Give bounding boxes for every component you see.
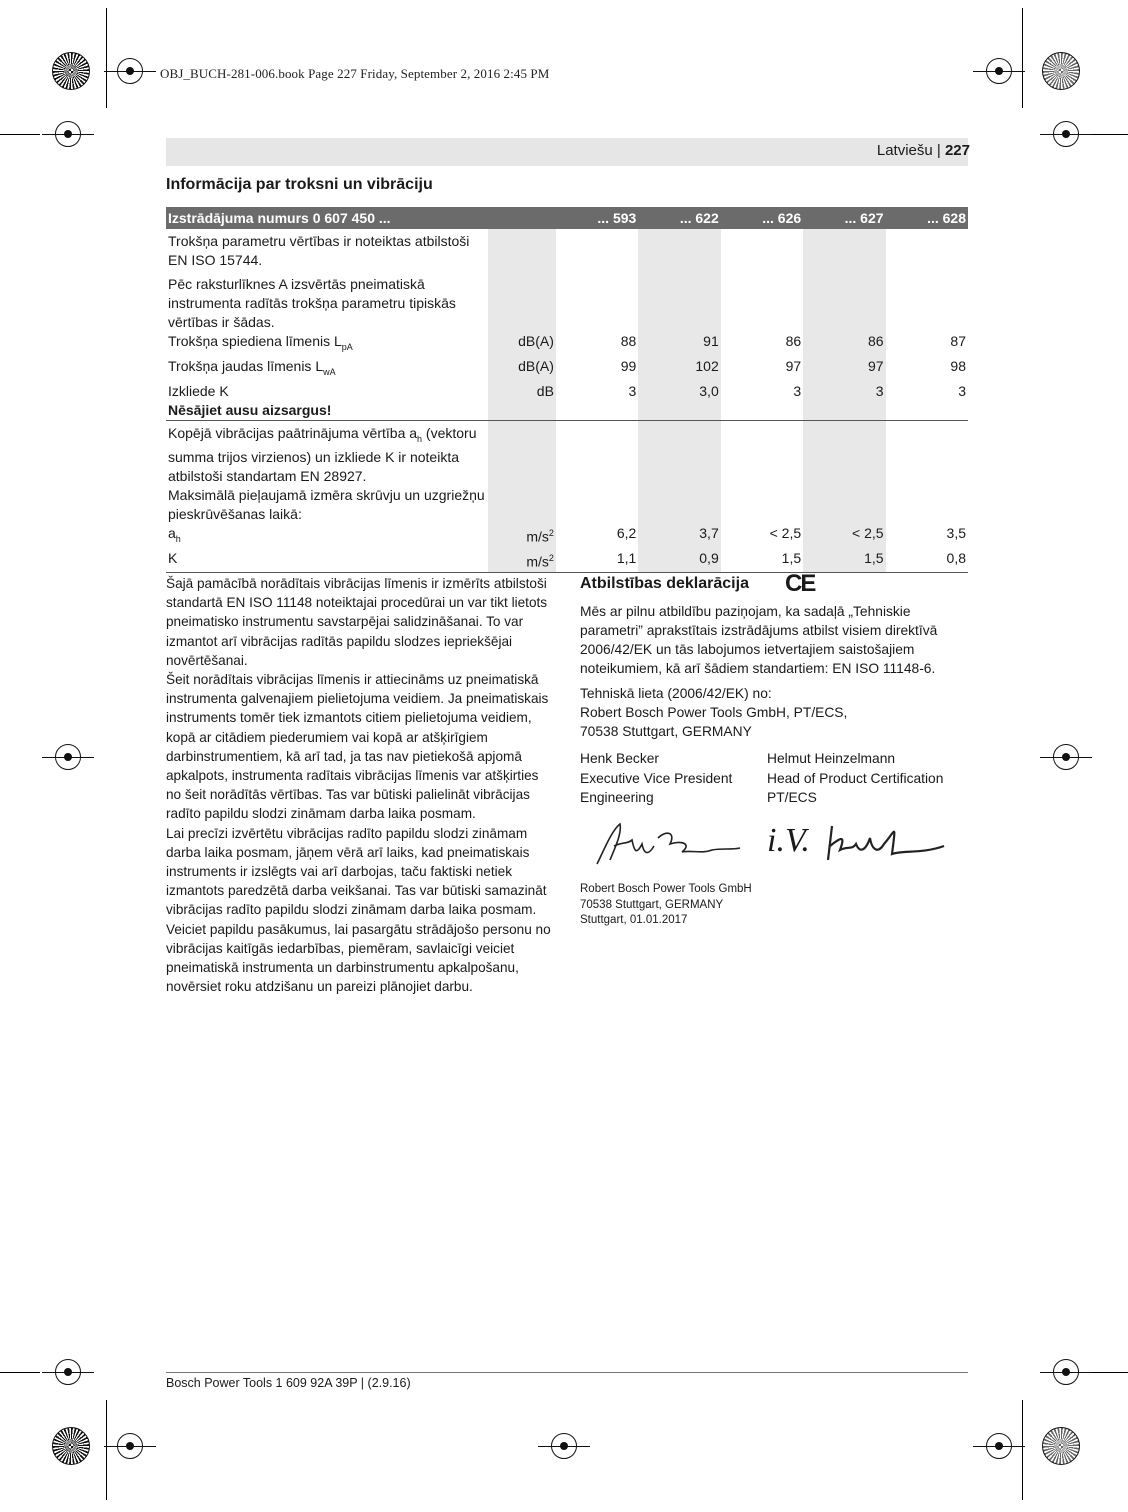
declaration-text: Mēs ar pilnu atbildību paziņojam, ka sadaļā „Tehniskie parametri” aprakstītais izstrādājums atbilst visiem direktīvā 2006/42/EK un tās labojumos ietvertajiem saistošajiem noteikumiem, kā arī šādiem standartiem: EN ISO 11148-6. — [580, 604, 938, 676]
vibration-notes — [166, 574, 556, 996]
table-cell: 86 — [803, 332, 885, 357]
registration-mark-icon — [986, 58, 1012, 84]
noise-intro-1: Trokšņa parametru vērtības ir noteiktas atbilstoši EN ISO 15744. — [168, 233, 470, 268]
header-band — [166, 138, 968, 166]
table-cell: 87 — [950, 333, 966, 349]
print-info-line: OBJ_BUCH-281-006.book Page 227 Friday, September 2, 2016 2:45 PM — [160, 66, 550, 81]
registration-mark-icon — [1053, 744, 1079, 770]
crop-line — [1088, 1372, 1128, 1373]
table-cell: < 2,5 — [803, 524, 885, 549]
registration-mark-icon — [1053, 121, 1079, 147]
body-paragraph: Lai precīzi izvērtētu vibrācijas radīto papildu slodzi zināmam darba laika posmam, jāņem vērā arī laiks, kad pneimatiskais instruments ir izslēgts vai arī darbojas, taču faktiski netiek izmantots paredzētā darba veikšanai. Tas var būtiski samazināt vibrācijas radīto papildu slodzi zināmam darba laika posmam. — [166, 825, 547, 918]
row-unit: dB(A) — [488, 357, 556, 382]
vibration-intro-1: Kopējā vibrācijas paātrinājuma vērtība $a_h$ (vektoru summa trijos virzienos) un izkliede K ir noteikta atbilstoši standartam EN 28927. — [166, 420, 488, 486]
table-row — [166, 382, 968, 401]
crop-line — [1022, 8, 1023, 108]
table-cell: 3,0 — [638, 382, 720, 401]
crop-line — [106, 8, 107, 108]
body-paragraph: Veiciet papildu pasākumus, lai pasargātu strādājošo personu no vibrācijas kaitīgās iedarbības, piemēram, savlaicīgi veiciet pneimatiskā instrumenta un darbinstrumentu apkalpošanu, novērsiet roku atdzišanu un pareizi plānojiet darbu. — [166, 921, 551, 995]
table-cell: 1,1 — [616, 550, 637, 567]
address-date: Stuttgart, 01.01.2017 — [580, 914, 688, 926]
table-header-cell: ... 622 — [638, 207, 720, 229]
declaration-body — [580, 602, 970, 747]
signature-right — [826, 820, 946, 870]
table-row — [166, 229, 968, 270]
row-label: Trokšņa spiediena līmenis $L_{pA}$ — [168, 333, 353, 352]
table-row — [166, 549, 968, 572]
footer-rule — [166, 1372, 968, 1373]
signer-title: Head of Product Certification — [767, 770, 944, 786]
table-cell: 97 — [785, 357, 802, 374]
crop-line — [1088, 134, 1128, 135]
color-rosette-icon — [52, 52, 90, 90]
registration-mark-icon — [1053, 1359, 1079, 1385]
table-header-cell: ... 626 — [721, 207, 803, 229]
signer-name: Helmut Heinzelmann — [767, 751, 896, 766]
address-company: Robert Bosch Power Tools GmbH — [580, 883, 752, 895]
signer-right — [767, 749, 943, 808]
signer-name: Henk Becker — [580, 751, 659, 766]
header-language: Latviešu — [876, 142, 933, 159]
signature-right-prefix: i.V. — [767, 822, 810, 859]
row-unit: $m/s^2$ — [488, 524, 556, 549]
table-cell: 99 — [620, 357, 637, 374]
warning-text: Nēsājiet ausu aizsargus! — [168, 401, 332, 418]
noise-vibration-table — [166, 207, 968, 573]
ce-mark-icon: CE — [785, 570, 815, 597]
table-cell: 3,5 — [946, 525, 966, 542]
row-label: K — [168, 550, 178, 567]
declaration-title: Atbilstības deklarācija — [580, 575, 749, 592]
table-cell: 1,5 — [781, 550, 802, 567]
table-cell: 91 — [638, 332, 720, 357]
table-header-cell: ... 628 — [886, 207, 968, 229]
header-separator: | — [932, 142, 945, 159]
table-header-label: Izstrādājuma numurs 0 607 450 ... — [166, 207, 556, 229]
section-title: Informācija par troksni un vibrāciju — [166, 176, 433, 193]
table-cell: 6,2 — [616, 525, 637, 542]
table-row — [166, 420, 968, 486]
table-cell: 3 — [793, 382, 802, 399]
crop-line — [0, 134, 40, 135]
row-label: $a_h$ — [168, 525, 181, 545]
signer-title: PT/ECS — [767, 790, 817, 805]
table-cell: 3 — [628, 382, 637, 399]
registration-mark-icon — [551, 1433, 577, 1459]
table-cell: 88 — [620, 333, 637, 349]
signer-title: Executive Vice President — [580, 770, 733, 786]
page-number: 227 — [944, 142, 970, 159]
crop-line — [0, 1372, 40, 1373]
signature-address — [580, 882, 752, 929]
registration-mark-icon — [55, 1359, 81, 1385]
table-cell: 3,7 — [638, 524, 720, 549]
table-cell: 86 — [785, 333, 802, 349]
body-paragraph: Šeit norādītais vibrācijas līmenis ir attiecināms uz pneimatiskā instrumenta galvenajiem pielietojuma veidiem. Ja pneimatiskais instruments tomēr tiek izmantots citiem pielietojuma veidiem, kopā ar citādiem piederumiem vai kopā ar atšķirīgiem darbinstrumentiem, kā arī tad, ja tas nav pietiekošā apjomā apkalpots, instrumenta radītais vibrācijas līmenis var atšķirties no šeit norādītās vērtības. Tas var būtiski palielināt vibrācijas radīto papildu slodzi zināmam darba laika posmam. — [166, 672, 549, 822]
registration-mark-icon — [55, 744, 81, 770]
table-cell: 3 — [958, 382, 966, 399]
table-row — [166, 332, 968, 357]
running-header — [877, 142, 970, 159]
table-header-cell: ... 627 — [803, 207, 885, 229]
noise-intro-2: Pēc raksturlīknes A izsvērtās pneimatiskā instrumenta radītās trokšņa parametru tipiskās vērtības ir šādas. — [168, 276, 456, 330]
signature-left — [592, 820, 742, 870]
table-cell: 102 — [638, 357, 720, 382]
table-header-row — [166, 207, 968, 229]
table-cell: 1,5 — [803, 549, 885, 572]
table-row — [166, 524, 968, 549]
table-cell: 97 — [803, 357, 885, 382]
table-cell: 3 — [803, 382, 885, 401]
row-unit: $m/s^2$ — [488, 549, 556, 572]
row-unit: dB — [488, 382, 556, 401]
row-label: Trokšņa jaudas līmenis $L_{wA}$ — [168, 357, 336, 377]
registration-mark-icon — [986, 1433, 1012, 1459]
body-paragraph: Šajā pamācībā norādītais vibrācijas līmenis ir izmērīts atbilstoši standartā EN ISO 11148 noteiktajai procedūrai un var tikt lietots pneimatisko instrumentu savstarpējai salidzināšanai. To var izmantot arī vibrācijas radītās papildu slodzes iepriekšējai novērtēšanai. — [166, 576, 548, 668]
vibration-intro-2: Maksimālā pieļaujamā izmēra skrūvju un uzgriežņu pieskrūvēšanas laikā: — [168, 487, 485, 523]
table-cell: 0,9 — [638, 549, 720, 572]
color-rosette-icon — [1042, 52, 1080, 90]
registration-mark-icon — [117, 58, 143, 84]
color-rosette-icon — [1042, 1427, 1080, 1465]
registration-mark-icon — [117, 1433, 143, 1459]
table-cell: 0,8 — [946, 550, 966, 567]
signer-left — [580, 749, 732, 808]
crop-line — [106, 1400, 107, 1500]
table-row — [166, 486, 968, 524]
color-rosette-icon — [52, 1427, 90, 1465]
crop-line — [1022, 1400, 1023, 1500]
row-unit: dB(A) — [488, 332, 556, 357]
address-city: 70538 Stuttgart, GERMANY — [580, 898, 724, 911]
page-footer: Bosch Power Tools 1 609 92A 39P | (2.9.16) — [166, 1376, 411, 1390]
table-cell: 98 — [950, 357, 966, 374]
table-row — [166, 357, 968, 382]
signer-title: Engineering — [580, 790, 654, 805]
table-row — [166, 401, 968, 421]
table-header-cell: ... 593 — [556, 207, 638, 229]
table-cell: < 2,5 — [769, 525, 802, 542]
technical-file: Tehniskā lieta (2006/42/EK) no: Robert Bosch Power Tools GmbH, PT/ECS, 70538 Stuttgart, GERMANY — [580, 686, 848, 739]
table-row — [166, 270, 968, 332]
row-label: Izkliede K — [168, 382, 229, 399]
registration-mark-icon — [55, 121, 81, 147]
